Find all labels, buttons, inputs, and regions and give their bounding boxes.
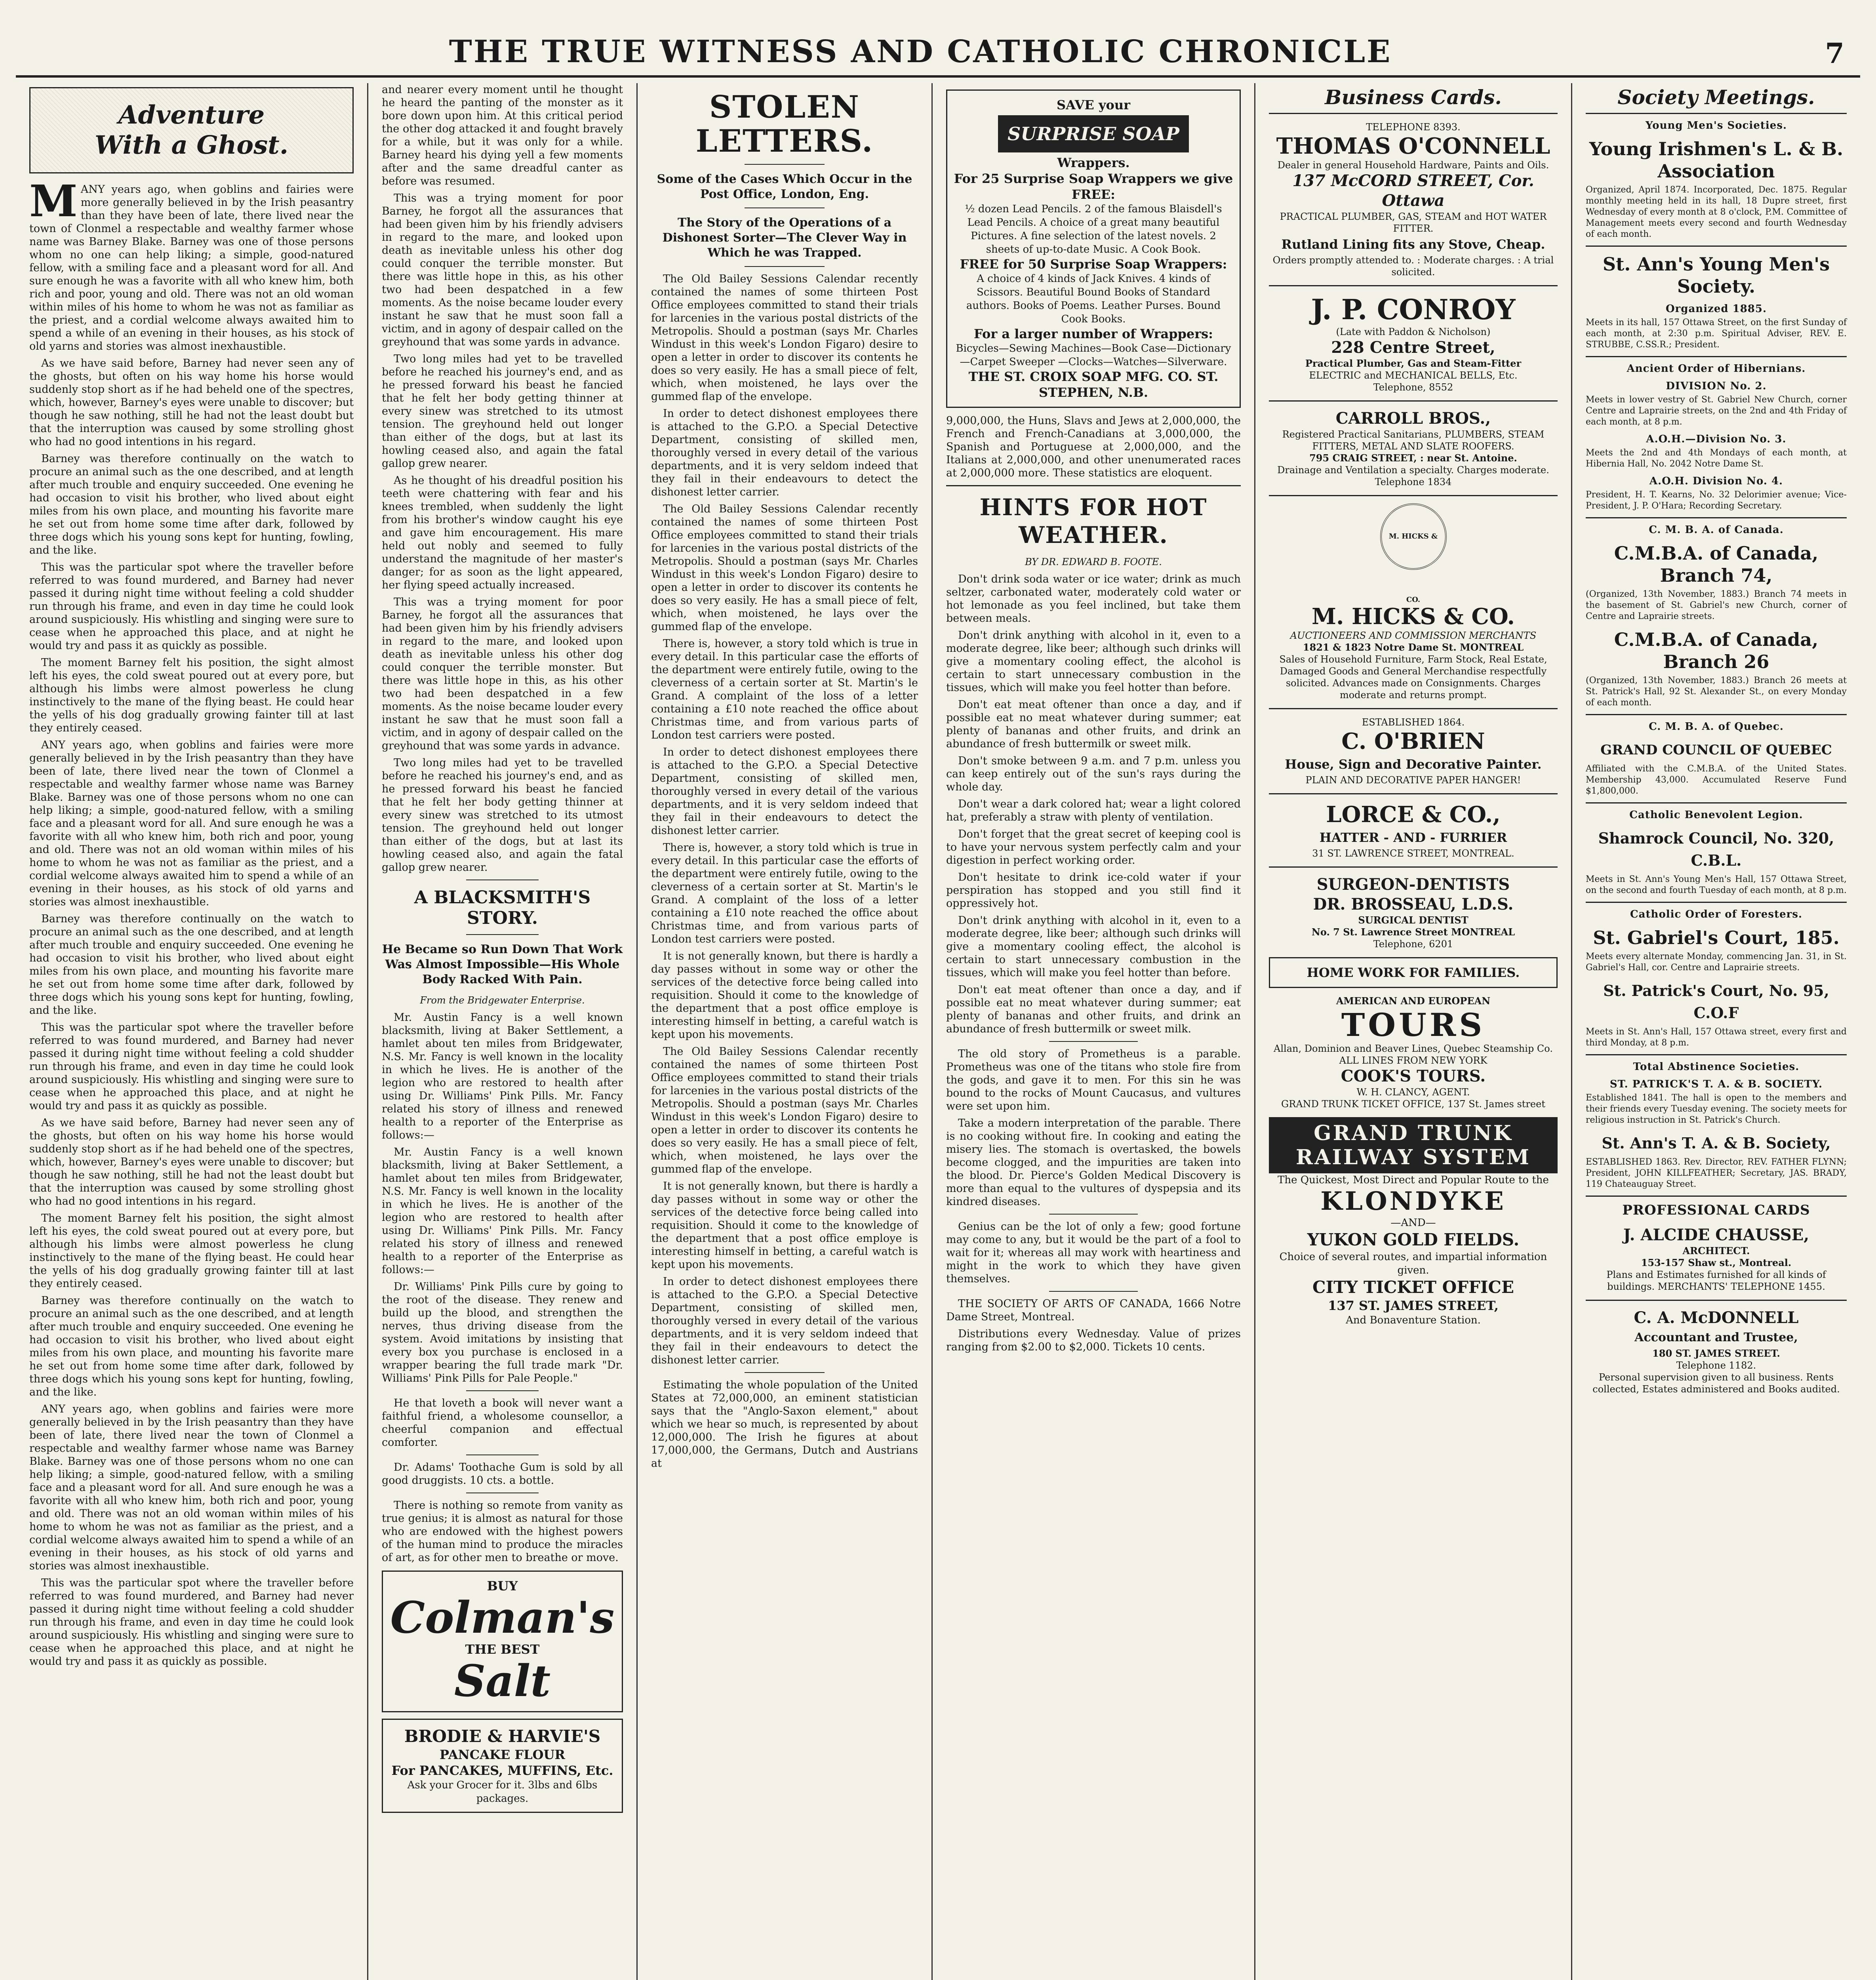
brosseau-trade: SURGICAL DENTIST bbox=[1358, 914, 1468, 926]
division-heading: A.O.H. Division No. 4. bbox=[1649, 475, 1783, 487]
story-paragraph: This was the particular spot where the traveller before referred to was found murdered, and Barney had never passed it during night time without feeling a cold shudder run through his frame, and even in day time he could look around suspiciously. His whistling and singing were sure to cease when he approached this place, and at night he would try and pass it as quickly as possible. bbox=[29, 1021, 354, 1112]
society-body: Meets every alternate Monday, commencing Jan. 31, in St. Gabriel's Hall, cor. Centre and Laprairie streets. bbox=[1586, 952, 1847, 973]
brodie-name: BRODIE & HARVIE'S bbox=[404, 1727, 601, 1746]
home-work-title: HOME WORK FOR FAMILIES. bbox=[1307, 965, 1520, 980]
hicks-seal-icon: M. HICKS & CO. bbox=[1380, 503, 1447, 570]
article-paragraph: The Old Bailey Sessions Calendar recently contained the names of some thirteen Post Office employees committed to stand their trials for larcenies in the various postal districts of the Metropolis. Should a postman (says Mr. Charles Windust in this week's London Figaro) desire to open a letter in order to discover its contents he does so very easily. He has a small piece of felt, which, when moistened, he lays over the gummed flap of the envelope. bbox=[651, 1045, 918, 1175]
divider bbox=[745, 164, 825, 165]
hint-paragraph: Don't hesitate to drink ice-cold water if your perspiration has stopped and you still find it oppressively hot. bbox=[946, 871, 1241, 910]
brosseau-card bbox=[1269, 875, 1558, 950]
st-anns-established: Organized 1885. bbox=[1665, 303, 1767, 315]
lorce-name: LORCE & CO., bbox=[1326, 802, 1501, 828]
oconnell-note: Orders promptly attended to. : Moderate charges. : A trial solicited. bbox=[1272, 255, 1554, 278]
oconnell-phone: TELEPHONE 8393. bbox=[1366, 122, 1461, 133]
hicks-address: 1821 & 1823 Notre Dame St. MONTREAL bbox=[1303, 642, 1524, 653]
surprise-soap-ad bbox=[946, 89, 1241, 408]
st-patricks-court-title: St. Patrick's Court, No. 95, C.O.F bbox=[1603, 982, 1829, 1022]
colman-brand: Colman's bbox=[390, 1592, 615, 1643]
mcdonnell-role: Accountant and Trustee, bbox=[1634, 1331, 1798, 1344]
story-paragraph: Barney was therefore continually on the watch to procure an animal such as the one described, and at length after much trouble and enquiry succeeded. One evening he had occasion to visit his brother, who lived about eight miles from his own place, and mounting his favorite mare he set out from home some time after dark, followed by three dogs which his young sons kept for hunting, fowling, and the like. bbox=[29, 453, 354, 556]
society-meetings-header: Society Meetings. bbox=[1586, 86, 1847, 114]
abstinence-heading: Total Abstinence Societies. bbox=[1633, 1061, 1800, 1073]
divider bbox=[466, 1390, 539, 1391]
column-2 bbox=[368, 83, 638, 1980]
column-5 bbox=[1255, 83, 1572, 1980]
city-ticket-address: 137 ST. JAMES STREET, bbox=[1328, 1298, 1499, 1313]
soap-offer-larger: For a larger number of Wrappers: bbox=[974, 326, 1213, 341]
society-body: Meets the 2nd and 4th Mondays of each month, at Hibernia Hall, No. 2042 Notre Dame St. bbox=[1586, 448, 1847, 469]
soap-list-25: ½ dozen Lead Pencils. 2 of the famous Blaisdell's Lead Pencils. A choice of a great many beautiful Pictures. A fine selection of the latest novels. 2 sheets of up-to-date Music. A Cook Book. bbox=[965, 203, 1222, 255]
hicks-role: AUCTIONEERS AND COMMISSION MERCHANTS bbox=[1290, 630, 1537, 641]
oconnell-desc: Dealer in general Household Hardware, Paints and Oils. bbox=[1277, 160, 1549, 171]
blacksmith-subhead: He Became so Run Down That Work Was Almost Impossible—His Whole Body Racked With Pain. bbox=[382, 942, 623, 986]
society-body: Established 1841. The hall is open to the members and their friends every Tuesday evening. The society meets for religious instruction in St. Patrick's Church. bbox=[1586, 1093, 1847, 1125]
hint-paragraph: Don't drink anything with alcohol in it, even to a moderate degree, like beer; although such drinks will give a momentary cooling effect, the alcohol is certain to start unnecessary combustion in the tissues, which will make you feel hotter than before. bbox=[946, 629, 1241, 694]
divider bbox=[1586, 802, 1847, 803]
society-body: Meets in St. Ann's Young Men's Hall, 157 Ottawa Street, on the second and fourth Tuesday of each month, at 8 p.m. bbox=[1586, 874, 1847, 895]
divider bbox=[1586, 1300, 1847, 1301]
soap-offer-50: FREE for 50 Surprise Soap Wrappers: bbox=[960, 257, 1227, 272]
quote-paragraph: He that loveth a book will never want a faithful friend, a wholesome counsellor, a cheerful companion and effectual comforter. bbox=[382, 1397, 623, 1449]
society-body: Organized, April 1874. Incorporated, Dec. 1875. Regular monthly meeting held in its hall, 18 Dupre street, first Wednesday of every month at 8 o'clock, P.M. Committee of Management meets every second and fourth Wednesday of each month. bbox=[1586, 185, 1847, 239]
hint-paragraph: Don't wear a dark colored hat; wear a light colored hat, preferably a straw with plenty of ventilation. bbox=[946, 798, 1241, 823]
story-paragraph: This was a trying moment for poor Barney, he forgot all the assurances that had been given him by his friendly advisers in regard to the mare, and looked upon death as inevitable unless his other dog could conquer the terrible monster. But there was little hope in this, as his other two had been despatched in a few moments. As the noise became louder every instant he saw that he must soon fall a victim, and in agony of despair called on the greyhound that was some yards in advance. bbox=[382, 192, 623, 348]
article-paragraph: There is, however, a story told which is true in every detail. In this particular case the efforts of the department were entirely futile, owing to the cleverness of a certain sorter at St. Martin's le Grand. A complaint of the loss of a letter containing a £10 note reached the office about Christmas time, and from various parts of London test carriers were posted. bbox=[651, 638, 918, 741]
hint-paragraph: Don't smoke between 9 a.m. and 7 p.m. unless you can keep entirely out of the sun's rays during the whole day. bbox=[946, 755, 1241, 793]
divider bbox=[1049, 1041, 1137, 1042]
divider bbox=[1586, 1196, 1847, 1197]
divider bbox=[1586, 1054, 1847, 1055]
cmba-branch-74: C.M.B.A. of Canada, Branch 74, bbox=[1614, 543, 1819, 586]
page-number: 7 bbox=[1825, 37, 1844, 70]
prometheus-paragraph: Take a modern interpretation of the parable. There is no cooking without fire. In cooking and eating the misery lies. The stomach is overtasked, the bowels become clogged, and the impurities are taken into the blood. Dr. Pierce's Golden Medical Discovery is more than equal to the vultures of dyspepsia and its kindred diseases. bbox=[946, 1117, 1241, 1208]
grand-trunk-office: GRAND TRUNK TICKET OFFICE, 137 St. James street bbox=[1281, 1099, 1545, 1110]
divider bbox=[946, 485, 1241, 486]
column-1 bbox=[16, 83, 368, 1980]
brodie-note: Ask your Grocer for it. 3lbs and 6lbs packages. bbox=[407, 1779, 598, 1805]
soap-wrappers: Wrappers. bbox=[1057, 155, 1130, 170]
article-paragraph: In order to detect dishonest employees there is attached to the G.P.O. a Special Detective Department, consisting of skilled men, thoroughly versed in every detail of the various departments, and it is very seldom indeed that they fail in their endeavours to detect the dishonest letter carrier. bbox=[651, 746, 918, 837]
soap-save: SAVE your bbox=[1056, 97, 1131, 112]
hint-paragraph: Don't eat meat oftener than once a day, and if possible eat no meat whatever during summer; eat plenty of bananas and other fruits, and drink an abundance of fresh buttermilk or sweet milk. bbox=[946, 699, 1241, 750]
hint-paragraph: Don't drink soda water or ice water; drink as much seltzer, carbonated water, moderately cold water or hot lemonade as you feel inclined, but take them between meals. bbox=[946, 573, 1241, 624]
lorce-card bbox=[1269, 802, 1558, 859]
story-title-line-1: Adventure bbox=[118, 100, 265, 130]
story-paragraph: Barney was therefore continually on the watch to procure an animal such as the one described, and at length after much trouble and enquiry succeeded. One evening he had occasion to visit his brother, who lived about eight miles from his own place, and mounting his favorite mare he set out from home some time after dark, followed by three dogs which his young sons kept for hunting, fowling, and the like. bbox=[29, 1295, 354, 1398]
article-paragraph: In order to detect dishonest employees there is attached to the G.P.O. a Special Detective Department, consisting of skilled men, thoroughly versed in every detail of the various departments, and it is very seldom indeed that they fail in their endeavours to detect the dishonest letter carrier. bbox=[651, 407, 918, 498]
brodie-harvie-ad bbox=[382, 1719, 623, 1813]
conroy-late: (Late with Paddon & Nicholson) bbox=[1336, 326, 1491, 337]
divider bbox=[1586, 356, 1847, 357]
story-paragraph: As he thought of his dreadful position his teeth were chattering with fear and his knees trembled, when suddenly the light from his brother's window caught his eye and gave him encouragement. His mare held out nobly and seemed to fully understand the magnitude of her master's danger; for as soon as the light appeared, her flying speed actually increased. bbox=[382, 474, 623, 591]
society-body: Meets in St. Ann's Hall, 157 Ottawa street, every first and third Monday, at 8 p.m. bbox=[1586, 1027, 1847, 1048]
divider bbox=[1586, 714, 1847, 715]
divider bbox=[1269, 495, 1558, 496]
hint-paragraph: Don't forget that the great secret of keeping cool is to have your nervous system perfectly calm and your digestion in perfect working order. bbox=[946, 828, 1241, 866]
soap-list-larger: Bicycles—Sewing Machines—Book Case—Dictionary—Carpet Sweeper —Clocks—Watches—Silverware. bbox=[956, 343, 1231, 368]
chausse-role: ARCHITECT. bbox=[1682, 1245, 1750, 1257]
story-paragraph: and nearer every moment until he thought he heard the panting of the monster as it bore down upon him. At this critical period the other dog attacked it and fought bravely for a while, but it was only for a while. Barney heard his dying yell a few moments after and the same dreadful canter as before was resumed. bbox=[382, 84, 623, 187]
st-anns-ta-society: St. Ann's T. A. & B. Society, bbox=[1602, 1134, 1831, 1152]
story-paragraph: This was a trying moment for poor Barney, he forgot all the assurances that had been given him by his friendly advisers in regard to the mare, and looked upon death as inevitable unless his other dog could conquer the terrible monster. But there was little hope in this, as his other two had been despatched in a few moments. As the noise became louder every instant he saw that he must soon fall a victim, and in agony of despair called on the greyhound that was some yards in advance. bbox=[382, 596, 623, 752]
society-of-arts: THE SOCIETY OF ARTS OF CANADA, 1666 Notre Dame Street, Montreal. bbox=[946, 1298, 1241, 1323]
conroy-name: J. P. CONROY bbox=[1311, 293, 1516, 326]
colman-best: THE BEST bbox=[465, 1642, 540, 1657]
grand-trunk-logo: GRAND TRUNK RAILWAY SYSTEM bbox=[1269, 1117, 1558, 1173]
newspaper-title: THE TRUE WITNESS AND CATHOLIC CHRONICLE bbox=[449, 34, 1392, 70]
oconnell-trade: PRACTICAL PLUMBER, GAS, STEAM and HOT WATER FITTER. bbox=[1280, 211, 1547, 234]
legion-heading: Catholic Benevolent Legion. bbox=[1629, 809, 1803, 821]
obrien-name: C. O'BRIEN bbox=[1341, 728, 1485, 754]
klondyke-title: KLONDYKE bbox=[1320, 1186, 1506, 1216]
obrien-card bbox=[1269, 716, 1558, 786]
society-body: ESTABLISHED 1863. Rev. Director, REV. FATHER FLYNN; President, JOHN KILLFEATHER; Secretary, JAS. BRADY, 119 Chateauguay Street. bbox=[1586, 1157, 1847, 1189]
brodie-product: PANCAKE FLOUR bbox=[439, 1747, 566, 1762]
article-paragraph: There is, however, a story told which is true in every detail. In this particular case the efforts of the department were entirely futile, owing to the cleverness of a certain sorter at St. Martin's le Grand. A complaint of the loss of a letter containing a £10 note reached the office about Christmas time, and from various parts of London test carriers were posted. bbox=[651, 842, 918, 945]
lorce-address: 31 ST. LAWRENCE STREET, MONTREAL. bbox=[1312, 848, 1514, 859]
st-patricks-ta-society: ST. PATRICK'S T. A. & B. SOCIETY. bbox=[1609, 1078, 1823, 1090]
brodie-uses: For PANCAKES, MUFFINS, Etc. bbox=[391, 1763, 613, 1778]
and-separator: —AND— bbox=[1390, 1217, 1436, 1229]
stolen-letters-subhead-2: The Story of the Operations of a Dishonest Sorter—The Clever Way in Which he was Trapped. bbox=[662, 216, 907, 260]
quote-paragraph: There is nothing so remote from vanity as true genius; it is almost as natural for those who are endowed with the highest powers of the human mind to produce the miracles of art, as for other men to breathe or move. bbox=[382, 1499, 623, 1564]
tours-lines: Allan, Dominion and Beaver Lines, Quebec Steamship Co. ALL LINES FROM NEW YORK bbox=[1274, 1043, 1553, 1066]
statistics-continued: 9,000,000, the Huns, Slavs and Jews at 2,000,000, the French and French-Canadians at 3,000,000, the Spanish and Portuguese at 2,000,000, and the Italians at 2,000,000, and other unenumerated races at 2,000,000 more. These statistics are eloquent. bbox=[946, 415, 1241, 479]
story-paragraph: Two long miles had yet to be travelled before he reached his journey's end, and as he pressed forward his beast he fancied that he felt her body getting thinner at every sinew was stretched to its utmost tension. The greyhound held out longer than either of the dogs, but at last its howling ceased also, and again the fatal gallop grew nearer. bbox=[382, 757, 623, 874]
divider bbox=[1269, 400, 1558, 402]
article-paragraph: The Old Bailey Sessions Calendar recently contained the names of some thirteen Post Office employees committed to stand their trials for larcenies in the various postal districts of the Metropolis. Should a postman (says Mr. Charles Windust in this week's London Figaro) desire to open a letter in order to discover its contents he does so very easily. He has a small piece of felt, which, when moistened, he lays over the gummed flap of the envelope. bbox=[651, 273, 918, 403]
hint-paragraph: Don't drink anything with alcohol in it, even to a moderate degree, like beer; although such drinks will give a momentary cooling effect, the alcohol is certain to start unnecessary combustion in the tissues, which will make you feel hotter than before. bbox=[946, 914, 1241, 979]
story-paragraph: The moment Barney felt his position, the sight almost left his eyes, the cold sweat poured out at every pore, but although his limbs were almost powerless he clung instinctively to the mane of the flying beast. He could hear the yells of his dog gradually growing fainter till at last they entirely ceased. bbox=[29, 1212, 354, 1290]
story-paragraph: As we have said before, Barney had never seen any of the ghosts, but often on his way home his horse would suddenly stop short as if he had beheld one of the spectres, which, however, Barney's eyes were unable to discover; but though he saw nothing, still he had not the least doubt but that the interruption was caused by some strolling ghost who had no good intentions in his regard. bbox=[29, 357, 354, 448]
cmba-quebec-heading: C. M. B. A. of Quebec. bbox=[1649, 721, 1784, 733]
divider bbox=[1586, 246, 1847, 247]
society-body: (Organized, 13th November, 1883.) Branch 26 meets at St. Patrick's Hall, 92 St. Alexander St., on every Monday of each month. bbox=[1586, 676, 1847, 708]
divider bbox=[1269, 285, 1558, 286]
divider bbox=[1269, 793, 1558, 794]
division-heading: A.O.H.—Division No. 3. bbox=[1646, 433, 1786, 445]
story-paragraph: Two long miles had yet to be travelled before he reached his journey's end, and as he pressed forward his beast he fancied that he felt her body getting thinner at every sinew was stretched to its utmost tension. The greyhound held out longer than either of the dogs, but at last its howling ceased also, and again the fatal gallop grew nearer. bbox=[382, 353, 623, 470]
story-paragraph: Barney was therefore continually on the watch to procure an animal such as the one described, and at length after much trouble and enquiry succeeded. One evening he had occasion to visit his brother, who lived about eight miles from his own place, and mounting his favorite mare he set out from home some time after dark, followed by three dogs which his young sons kept for hunting, fowling, and the like. bbox=[29, 913, 354, 1017]
soap-address: THE ST. CROIX SOAP MFG. CO. ST. STEPHEN, N.B. bbox=[968, 369, 1219, 400]
hicks-note: Sales of Household Furniture, Farm Stock, Real Estate, Damaged Goods and General Merchandise respectfully solicited. Advances made on Consignments. Charges moderate and returns prompt. bbox=[1279, 654, 1547, 701]
society-body: (Organized, 13th November, 1883.) Branch 74 meets in the basement of St. Gabriel's new Church, corner of Centre and Laprairie streets. bbox=[1586, 589, 1847, 621]
tours-title: TOURS bbox=[1341, 1006, 1486, 1043]
genius-paragraph: Genius can be the lot of only a few; good fortune may come to any, but it would be the part of a fool to wait for it; whereas all may work with heartiness and might in the work to which they have given themselves. bbox=[946, 1220, 1241, 1285]
carroll-card bbox=[1269, 409, 1558, 488]
hints-title: HINTS FOR HOT WEATHER. bbox=[979, 494, 1207, 548]
soap-list-50: A choice of 4 kinds of Jack Knives. 4 kinds of Scissors. Beautiful Bound Books of Standard authors. Books of Poems. Leather Purses. Bound Cook Books. bbox=[966, 273, 1221, 325]
carroll-name: CARROLL BROS., bbox=[1335, 409, 1491, 428]
divider bbox=[1586, 902, 1847, 903]
mcdonnell-address: 180 ST. JAMES STREET. bbox=[1652, 1348, 1780, 1359]
grand-trunk-route: The Quickest, Most Direct and Popular Route to the bbox=[1278, 1174, 1549, 1186]
prometheus-paragraph: The old story of Prometheus is a parable. Prometheus was one of the titans who stole fire from the gods, and gave it to men. For this sin he was bound to the rocks of Mount Caucasus, and vultures were set upon him. bbox=[946, 1048, 1241, 1112]
soap-offer-25: For 25 Surprise Soap Wrappers we give FREE: bbox=[954, 171, 1233, 202]
brosseau-name: DR. BROSSEAU, L.D.S. bbox=[1313, 895, 1514, 914]
stolen-letters-subhead: Some of the Cases Which Occur in the Post Office, London, Eng. bbox=[657, 172, 912, 201]
society-body: Meets in lower vestry of St. Gabriel New Church, corner Centre and Laprairie streets, on the 2nd and 4th Friday of each month, at 8 p.m. bbox=[1586, 395, 1847, 427]
lorce-trade: HATTER - AND - FURRIER bbox=[1319, 830, 1507, 845]
cmba-heading: C. M. B. A. of Canada. bbox=[1649, 524, 1784, 536]
surprise-soap-logo: SURPRISE SOAP bbox=[998, 115, 1189, 152]
brosseau-address: No. 7 St. Lawrence Street MONTREAL bbox=[1311, 926, 1515, 938]
yukon-title: YUKON GOLD FIELDS. bbox=[1307, 1230, 1520, 1249]
story-paragraph: The moment Barney felt his position, the sight almost left his eyes, the cold sweat poured out at every pore, but although his limbs were almost powerless he clung instinctively to the mane of the flying beast. He could hear the yells of his dog gradually growing fainter till at last they entirely ceased. bbox=[29, 657, 354, 734]
brosseau-phone: Telephone, 6201 bbox=[1373, 939, 1453, 950]
chausse-card bbox=[1586, 1225, 1847, 1293]
society-of-arts-note: Distributions every Wednesday. Value of prizes ranging from $2.00 to $2,000. Tickets 10 cents. bbox=[946, 1328, 1241, 1353]
story-title-line-2: With a Ghost. bbox=[95, 130, 288, 160]
blacksmith-title: A BLACKSMITH'S STORY. bbox=[414, 887, 591, 928]
conroy-phone: Telephone, 8552 bbox=[1373, 382, 1453, 393]
article-paragraph: Mr. Austin Fancy is a well known blacksmith, living at Baker Settlement, a hamlet about ten miles from Bridgewater, N.S. Mr. Fancy is well known in the locality in which he lives. He is another of the legion who are restored to health after using Dr. Williams' Pink Pills. Mr. Fancy related his story of illness and renewed health to a reporter of the Enterprise as follows:— bbox=[382, 1146, 623, 1276]
article-paragraph: The Old Bailey Sessions Calendar recently contained the names of some thirteen Post Office employees committed to stand their trials for larcenies in the various postal districts of the Metropolis. Should a postman (says Mr. Charles Windust in this week's London Figaro) desire to open a letter in order to discover its contents he does so very easily. He has a small piece of felt, which, when moistened, he lays over the gummed flap of the envelope. bbox=[651, 503, 918, 633]
yukon-note: Choice of several routes, and impartial information given. bbox=[1279, 1251, 1547, 1276]
article-paragraph: It is not generally known, but there is hardly a day passes without in some way or other the services of the detective force being called into requisition. Should it come to the knowledge of the department that a post office employe is interesting himself in betting, a careful watch is kept upon his movements. bbox=[651, 950, 918, 1041]
conroy-address: 228 Centre Street, bbox=[1331, 338, 1495, 357]
chausse-name: J. ALCIDE CHAUSSE, bbox=[1623, 1226, 1809, 1244]
stolen-letters-title: STOLEN LETTERS. bbox=[695, 89, 874, 159]
society-body: President, H. T. Kearns, No. 32 Delorimier avenue; Vice-President, J. P. O'Hara; Recording Secretary. bbox=[1586, 490, 1847, 511]
oconnell-card bbox=[1269, 121, 1558, 278]
toothache-gum-notice: Dr. Adams' Toothache Gum is sold by all good druggists. 10 cts. a bottle. bbox=[382, 1461, 623, 1487]
obrien-trade: House, Sign and Decorative Painter. bbox=[1285, 757, 1542, 772]
story-paragraph: As we have said before, Barney had never seen any of the ghosts, but often on his way home his horse would suddenly stop short as if he had beheld one of the spectres, which, however, Barney's eyes were unable to discover; but though he saw nothing, still he had not the least doubt but that the interruption was caused by some strolling ghost who had no good intentions in his regard. bbox=[29, 1117, 354, 1207]
oconnell-address: 137 McCORD STREET, Cor. Ottawa bbox=[1292, 171, 1534, 210]
divider bbox=[1586, 517, 1847, 518]
obrien-desc: PLAIN AND DECORATIVE PAPER HANGER! bbox=[1305, 775, 1521, 786]
mcdonnell-card bbox=[1586, 1308, 1847, 1395]
mcdonnell-note: Personal supervision given to all business. Rents collected, Estates administered and Books audited. bbox=[1592, 1372, 1840, 1395]
colmans-salt-ad bbox=[382, 1571, 623, 1712]
story-paragraph: ANY years ago, when goblins and fairies were more generally believed in by the Irish peasantry than they have been of late, there lived near the town of Clonmel a respectable and wealthy farmer whose name was Barney Blake. Barney was one of those persons whom no one can help liking; a simple, good-natured fellow, with a smiling face and a pleasant word for all. And sure enough he was a favorite with all who knew him, both rich and poor, young and old. There was not an old woman within miles of his home to whom he was not as familiar as the priest, and a cordial welcome always awaited him to spend a while of an evening in their houses, as his stock of old yarns and stories was almost inexhaustible. bbox=[29, 1403, 354, 1572]
shamrock-council-title: Shamrock Council, No. 320, C.B.L. bbox=[1598, 829, 1834, 869]
article-paragraph: Dr. Williams' Pink Pills cure by going to the root of the disease. They renew and build up the blood, and strengthen the nerves, thus driving disease from the system. Avoid imitations by insisting that every box you purchase is enclosed in a wrapper bearing the full trade mark "Dr. Williams' Pink Pills for Pale People." bbox=[382, 1281, 623, 1384]
young-irishmen-title: Young Irishmen's L. & B. Association bbox=[1589, 138, 1844, 182]
society-body: Affiliated with the C.M.B.A. of the United States. Membership 43,000. Accumulated Reserve Fund $1,800,000. bbox=[1586, 764, 1847, 796]
statistics-paragraph: Estimating the whole population of the United States at 72,000,000, an eminent statistician says that the "Anglo-Saxon element," about which we hear so much, is represented by about 12,000,000. The Irish he figures at about 17,000,000, the Germans, Dutch and Austrians at bbox=[651, 1379, 918, 1470]
grand-council-title: GRAND COUNCIL OF QUEBEC bbox=[1600, 742, 1832, 758]
article-paragraph: In order to detect dishonest employees there is attached to the G.P.O. a Special Detective Department, consisting of skilled men, thoroughly versed in every detail of the various departments, and it is very seldom indeed that they fail in their endeavours to detect the dishonest letter carrier. bbox=[651, 1276, 918, 1366]
tours-heading: AMERICAN AND EUROPEAN bbox=[1336, 995, 1491, 1007]
story-paragraph: MANY years ago, when goblins and fairies were more generally believed in by the Irish peasantry than they have been of late, there lived near the town of Clonmel a respectable and wealthy farmer whose name was Barney Blake. Barney was one of those persons whom no one can help liking; a simple, good-natured fellow, with a smiling face and a pleasant word for all. And sure enough he was a favorite with all who knew him, both rich and poor, young and old. There was not an old woman within miles of his home to whom he was not as familiar as the priest, and a cordial welcome always awaited him to spend a while of an evening in their houses, as his stock of old yarns and stories was almost inexhaustible. bbox=[29, 175, 354, 352]
story-title-box bbox=[29, 87, 354, 173]
conroy-card bbox=[1269, 293, 1558, 393]
city-ticket-office: CITY TICKET OFFICE bbox=[1312, 1277, 1514, 1297]
column-6 bbox=[1572, 83, 1860, 1980]
cooks-agent: W. H. CLANCY, AGENT. bbox=[1356, 1087, 1470, 1098]
chausse-note: Plans and Estimates furnished for all kinds of buildings. MERCHANTS' TELEPHONE 1455. bbox=[1606, 1269, 1826, 1292]
professional-cards-heading: PROFESSIONAL CARDS bbox=[1622, 1202, 1810, 1218]
young-mens-societies: Young Men's Societies. bbox=[1645, 120, 1787, 131]
hicks-card bbox=[1269, 503, 1558, 701]
hint-paragraph: Don't eat meat oftener than once a day, and if possible eat no meat whatever during summer; eat plenty of bananas and other fruits, and drink an abundance of fresh buttermilk or sweet milk. bbox=[946, 984, 1241, 1035]
grand-trunk-ad bbox=[1269, 1117, 1558, 1327]
divider bbox=[1049, 1291, 1137, 1292]
divider bbox=[1049, 1214, 1137, 1215]
divider bbox=[745, 1372, 825, 1373]
colman-salt: Salt bbox=[454, 1655, 551, 1706]
obrien-established: ESTABLISHED 1864. bbox=[1362, 717, 1465, 728]
surgeon-dentists-heading: SURGEON-DENTISTS bbox=[1316, 875, 1510, 894]
divider bbox=[1269, 866, 1558, 868]
blacksmith-source: From the Bridgewater Enterprise. bbox=[420, 995, 585, 1006]
home-work-ad bbox=[1269, 957, 1558, 988]
cooks-tours: COOK'S TOURS. bbox=[1341, 1067, 1486, 1085]
hicks-name: M. HICKS & CO. bbox=[1312, 604, 1515, 630]
hints-byline: BY DR. EDWARD B. FOOTE. bbox=[1025, 556, 1162, 567]
article-paragraph: It is not generally known, but there is hardly a day passes without in some way or other the services of the detective force being called into requisition. Should it come to the knowledge of the department that a post office employe is interesting himself in betting, a careful watch is kept upon his movements. bbox=[651, 1180, 918, 1271]
carroll-note: Drainage and Ventilation a specialty. Charges moderate. Telephone 1834 bbox=[1277, 465, 1549, 487]
oconnell-stove: Rutland Lining fits any Stove, Cheap. bbox=[1281, 237, 1545, 252]
conroy-bells: ELECTRIC and MECHANICAL BELLS, Etc. bbox=[1309, 370, 1518, 381]
foresters-heading: Catholic Order of Foresters. bbox=[1630, 908, 1803, 920]
column-4 bbox=[933, 83, 1255, 1980]
tours-card bbox=[1269, 995, 1558, 1110]
cmba-branch-26: C.M.B.A. of Canada, Branch 26 bbox=[1614, 629, 1819, 672]
story-paragraph: This was the particular spot where the traveller before referred to was found murdered, and Barney had never passed it during night time without feeling a cold shudder run through his frame, and even in day time he could look around suspiciously. His whistling and singing were sure to cease when he approached this place, and at night he would try and pass it as quickly as possible. bbox=[29, 561, 354, 652]
drop-cap: M bbox=[29, 175, 78, 227]
carroll-desc: Registered Practical Sanitarians, PLUMBERS, STEAM FITTERS, METAL AND SLATE ROOFERS. bbox=[1282, 429, 1545, 452]
carroll-address: 795 CRAIG STREET, : near St. Antoine. bbox=[1309, 452, 1517, 464]
column-3 bbox=[638, 83, 933, 1980]
business-cards-header: Business Cards. bbox=[1269, 86, 1558, 114]
society-body: Meets in its hall, 157 Ottawa Street, on the first Sunday of each month, at 2:30 p.m. Spiritual Adviser, REV. E. STRUBBE, C.SS.R.; President. bbox=[1586, 318, 1847, 350]
masthead bbox=[16, 12, 1860, 78]
ancient-order-heading: Ancient Order of Hibernians. bbox=[1627, 363, 1806, 375]
chausse-address: 153-157 Shaw st., Montreal. bbox=[1641, 1257, 1792, 1268]
story-paragraph: ANY years ago, when goblins and fairies were more generally believed in by the Irish peasantry than they have been of late, there lived near the town of Clonmel a respectable and wealthy farmer whose name was Barney Blake. Barney was one of those persons whom no one can help liking; a simple, good-natured fellow, with a smiling face and a pleasant word for all. And sure enough he was a favorite with all who knew him, both rich and poor, young and old. There was not an old woman within miles of his home to whom he was not as familiar as the priest, and a cordial welcome always awaited him to spend a while of an evening in their houses, as his stock of old yarns and stories was almost inexhaustible. bbox=[29, 739, 354, 908]
division-heading: DIVISION No. 2. bbox=[1666, 380, 1767, 392]
st-anns-young-men-title: St. Ann's Young Men's Society. bbox=[1602, 253, 1830, 297]
conroy-trade: Practical Plumber, Gas and Steam-Fitter bbox=[1305, 358, 1522, 369]
story-paragraph: This was the particular spot where the traveller before referred to was found murdered, and Barney had never passed it during night time without feeling a cold shudder run through his frame, and even in day time he could look around suspiciously. His whistling and singing were sure to cease when he approached this place, and at night he would try and pass it as quickly as possible. bbox=[29, 1577, 354, 1668]
oconnell-name: THOMAS O'CONNELL bbox=[1276, 133, 1550, 159]
article-paragraph: Mr. Austin Fancy is a well known blacksmith, living at Baker Settlement, a hamlet about ten miles from Bridgewater, N.S. Mr. Fancy is well known in the locality in which he lives. He is another of the legion who are restored to health after using Dr. Williams' Pink Pills. Mr. Fancy related his story of illness and renewed health to a reporter of the Enterprise as follows:— bbox=[382, 1011, 623, 1141]
divider bbox=[466, 934, 539, 935]
mcdonnell-phone: Telephone 1182. bbox=[1676, 1360, 1756, 1371]
st-gabriels-court-title: St. Gabriel's Court, 185. bbox=[1593, 927, 1840, 948]
divider bbox=[745, 266, 825, 267]
divider bbox=[1269, 708, 1558, 709]
colman-buy: BUY bbox=[487, 1578, 518, 1594]
city-ticket-address-2: And Bonaventure Station. bbox=[1346, 1314, 1481, 1326]
mcdonnell-name: C. A. McDONNELL bbox=[1634, 1308, 1799, 1327]
